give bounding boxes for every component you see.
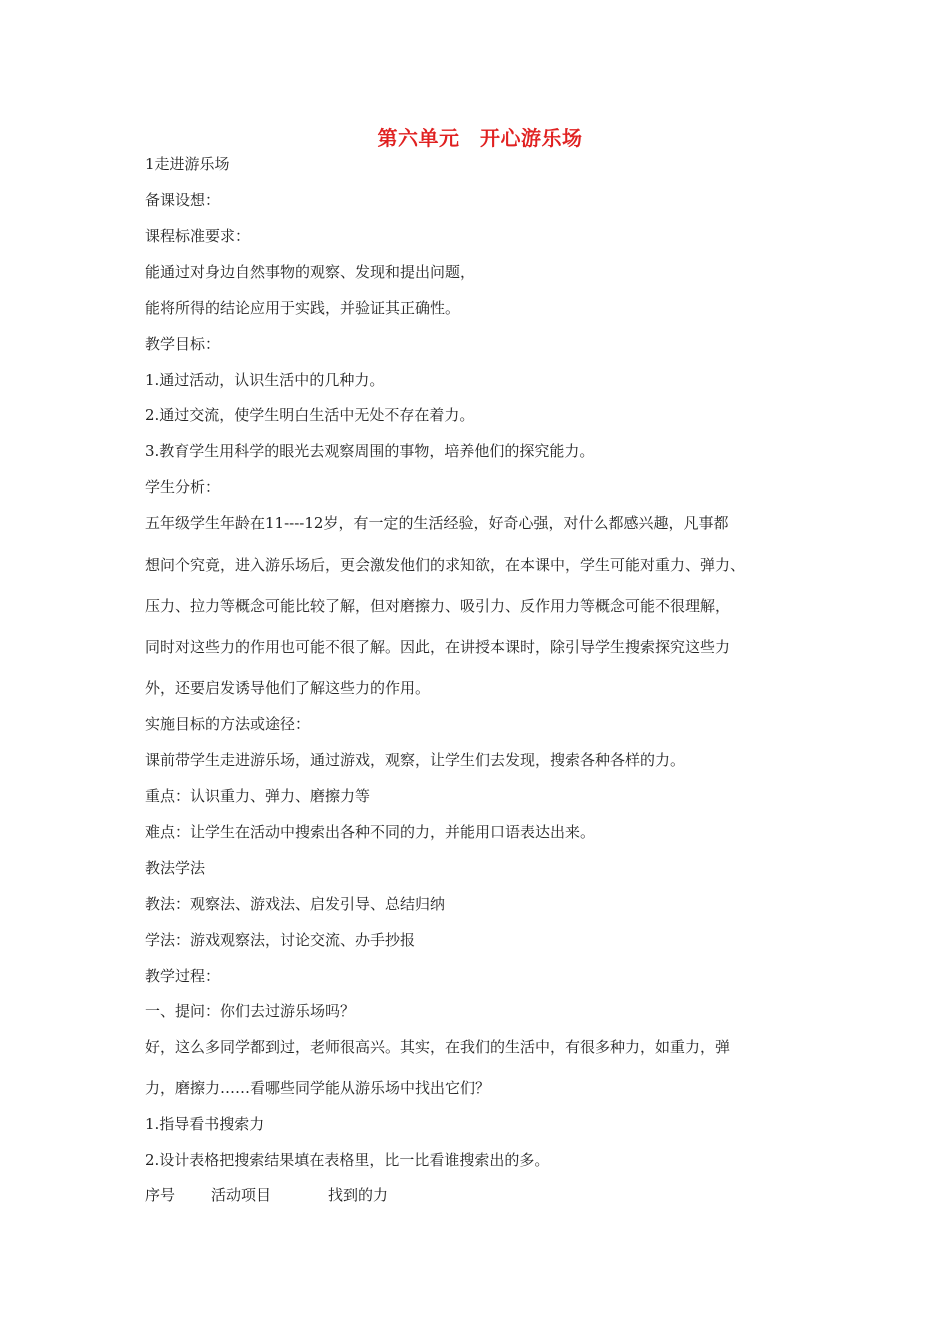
section-label: 课程标准要求： [145, 227, 251, 245]
list-item: 1.通过活动，认识生活中的几种力。 [145, 371, 385, 389]
section-label: 实施目标的方法或途径： [145, 715, 311, 733]
paragraph-line: 课前带学生走进游乐场，通过游戏，观察，让学生们去发现，搜索各种各样的力。 [145, 751, 686, 769]
section-label: 备课设想： [145, 191, 221, 209]
paragraph-line: 一、提问：你们去过游乐场吗？ [145, 1002, 356, 1020]
paragraph-line: 外，还要启发诱导他们了解这些力的作用。 [145, 679, 431, 697]
paragraph-line: 同时对这些力的作用也可能不很了解。因此，在讲授本课时，除引导学生搜索探究这些力 [145, 638, 731, 656]
list-item: 2.通过交流，使学生明白生活中无处不存在着力。 [145, 406, 475, 424]
section-label: 教学目标： [145, 335, 221, 353]
list-item: 2.设计表格把搜索结果填在表格里，比一比看谁搜索出的多。 [145, 1151, 550, 1169]
paragraph-line: 难点：让学生在活动中搜索出各种不同的力，并能用口语表达出来。 [145, 823, 596, 841]
paragraph-line: 教法：观察法、游戏法、启发引导、总结归纳 [145, 895, 446, 913]
document-title: 第六单元 开心游乐场 [377, 126, 583, 150]
paragraph-line: 力，磨擦力……看哪些同学能从游乐场中找出它们？ [145, 1079, 491, 1097]
section-label: 学生分析： [145, 478, 221, 496]
paragraph-line: 学法：游戏观察法，讨论交流、办手抄报 [145, 931, 416, 949]
paragraph-line: 压力、拉力等概念可能比较了解，但对磨擦力、吸引力、反作用力等概念可能不很理解， [145, 597, 731, 615]
paragraph-line: 想问个究竟，进入游乐场后，更会激发他们的求知欲，在本课中，学生可能对重力、弹力、 [145, 556, 746, 574]
column-header-forces: 找到的力 [328, 1186, 389, 1204]
column-header-number: 序号 [145, 1186, 176, 1204]
lesson-heading: 1走进游乐场 [145, 155, 230, 173]
paragraph-line: 五年级学生年龄在11----12岁，有一定的生活经验，好奇心强，对什么都感兴趣，凡事都 [145, 514, 729, 532]
list-item: 3.教育学生用科学的眼光去观察周围的事物，培养他们的探究能力。 [145, 442, 595, 460]
paragraph-line: 能将所得的结论应用于实践，并验证其正确性。 [145, 299, 461, 317]
list-item: 1.指导看书搜索力 [145, 1115, 265, 1133]
paragraph-line: 能通过对身边自然事物的观察、发现和提出问题， [145, 263, 476, 281]
section-label: 教法学法 [145, 859, 206, 877]
paragraph-line: 好，这么多同学都到过，老师很高兴。其实，在我们的生活中，有很多种力，如重力，弹 [145, 1038, 731, 1056]
paragraph-line: 重点：认识重力、弹力、磨擦力等 [145, 787, 371, 805]
section-label: 教学过程： [145, 967, 221, 985]
column-header-activity: 活动项目 [211, 1186, 272, 1204]
